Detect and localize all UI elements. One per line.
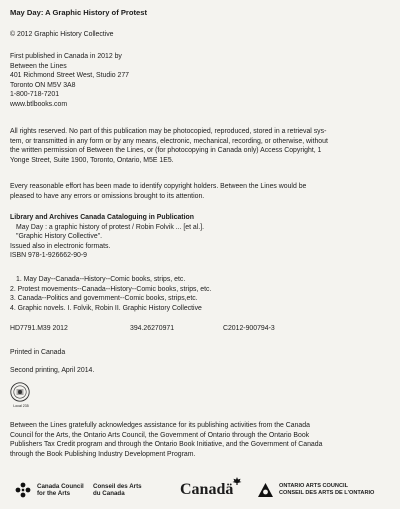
publisher-block <box>10 52 392 110</box>
dewey-classification: 394.26270971 <box>130 325 175 332</box>
acknowledgement-line: Council for the Arts, the Ontario Arts Council, the Government of Ontario through the Ontario Book <box>10 431 310 439</box>
acknowledgement-line: Publishers Tax Credit program and through the Ontario Book Initiative, and the Government of Canada <box>10 441 323 449</box>
canada-council-fr: Conseil des Arts du Canada <box>93 483 142 498</box>
subject-item: 2. Protest movements--Canada--History--Comic books, strips, etc. <box>10 285 212 293</box>
printing-info: Second printing, April 2014. <box>10 367 95 374</box>
maple-leaf-icon <box>232 477 242 485</box>
subject-item: 1. May Day--Canada--History--Comic books, strips, etc. <box>16 276 186 283</box>
publisher-website[interactable]: www.btlbooks.com <box>10 100 68 108</box>
cip-number: C2012-900794-3 <box>223 325 275 332</box>
publisher-address1: 401 Richmond Street West, Studio 277 <box>10 72 129 80</box>
rights-paragraph <box>10 127 392 165</box>
ontario-arts-council-text: ONTARIO ARTS COUNCIL CONSEIL DES ARTS DE L'ONTARIO <box>279 483 375 497</box>
book-title: May Day: A Graphic History of Protest <box>10 8 147 17</box>
rights-line: tem, or transmitted in any form or by any means, electronic, mechanical, recording, or otherwise, without <box>10 137 328 145</box>
canada-wordmark: Canadä <box>180 481 233 499</box>
rights-line: All rights reserved. No part of this publication may be photocopied, reproduced, stored in a retrieval sys- <box>10 128 327 135</box>
canada-council-en: Canada Council for the Arts <box>37 483 84 498</box>
rights-line: Yonge Street, Suite 1900, Toronto, Ontario, M5E 1E5. <box>10 156 174 164</box>
cip-quote: "Graphic History Collective". <box>16 233 103 241</box>
printed-in: Printed in Canada <box>10 349 66 356</box>
copyright-line: © 2012 Graphic History Collective <box>10 31 114 38</box>
cip-isbn: ISBN 978-1-926662-90-9 <box>10 252 87 260</box>
union-local: Local 235 <box>13 404 29 408</box>
effort-line: pleased to have any errors or omissions brought to its attention. <box>10 192 205 200</box>
effort-line: Every reasonable effort has been made to identify copyright holders. Between the Lines would be <box>10 183 307 190</box>
acknowledgement-paragraph <box>10 421 392 459</box>
cip-heading: Library and Archives Canada Cataloguing in Publication <box>10 214 194 221</box>
lc-classification: HD7791.M39 2012 <box>10 325 68 332</box>
subject-item: 3. Canada--Politics and government--Comic books, strips,etc. <box>10 295 198 303</box>
first-published: First published in Canada in 2012 by <box>10 53 122 60</box>
effort-paragraph <box>10 182 392 201</box>
classification-row <box>10 324 392 334</box>
cip-block <box>10 213 392 261</box>
subject-item: 4. Graphic novels. I. Folvik, Robin II. Graphic History Collective <box>10 304 202 312</box>
union-label-icon <box>10 382 30 402</box>
publisher-name: Between the Lines <box>10 62 67 70</box>
acknowledgement-line: through the Book Publishing Industry Development Program. <box>10 450 196 458</box>
rights-line: the written permission of Between the Lines, or (for photocopying in Canada only) Access Copyright, 1 <box>10 147 322 155</box>
cip-subjects <box>10 275 392 313</box>
publisher-phone: 1-800-718-7201 <box>10 91 60 99</box>
ontario-arts-council-icon <box>257 482 274 498</box>
publisher-address2: Toronto ON M5V 3A8 <box>10 81 76 89</box>
acknowledgement-line: Between the Lines gratefully acknowledges assistance for its publishing activities from the Canada <box>10 422 310 429</box>
canada-council-icon <box>14 481 32 499</box>
cip-entry: May Day : a graphic history of protest / Robin Folvik ... [et al.]. <box>16 223 205 231</box>
cip-formats: Issued also in electronic formats. <box>10 242 111 250</box>
funder-logos <box>0 478 400 506</box>
